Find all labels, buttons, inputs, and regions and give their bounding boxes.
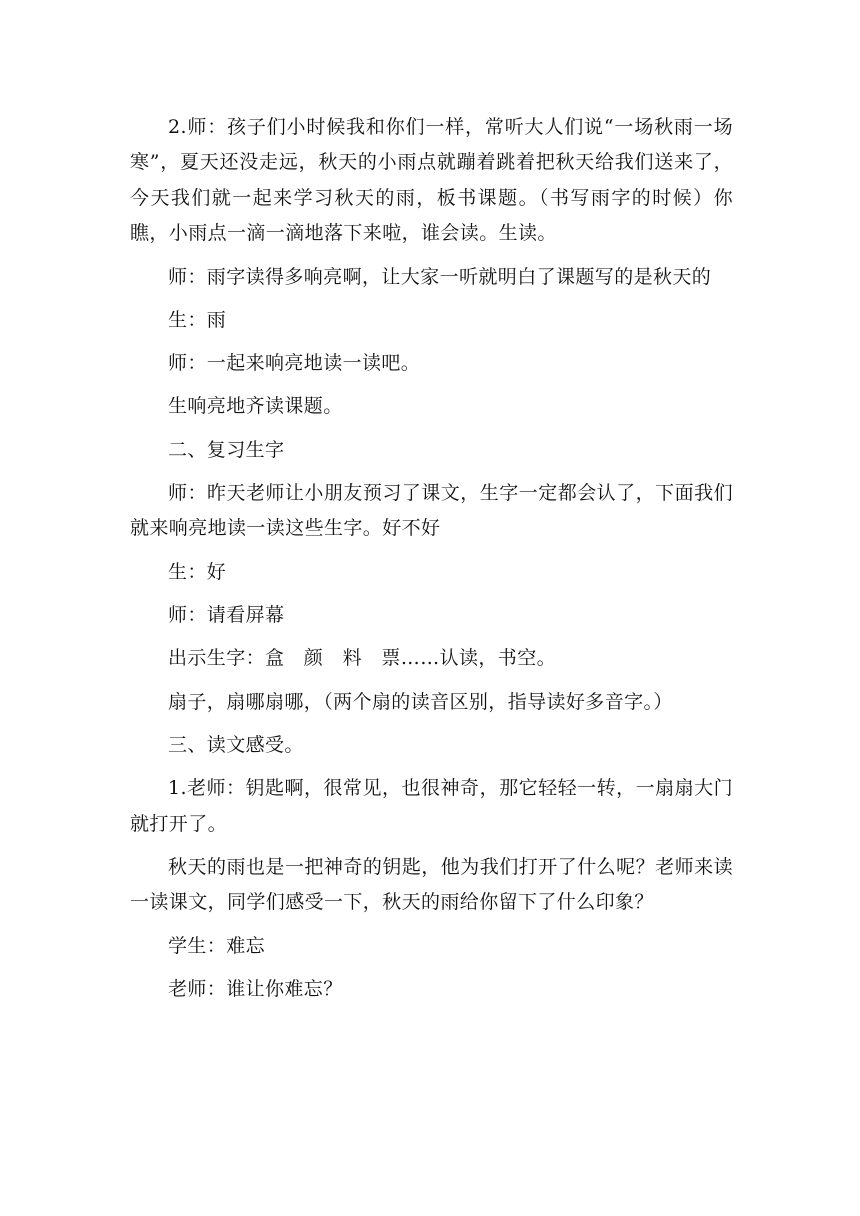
document-body xyxy=(130,110,733,1015)
paragraph-show-characters: 出示生字：盒 颜 料 票……认读，书空。 xyxy=(168,647,557,670)
paragraph-teacher-who: 老师：谁让你难忘？ xyxy=(168,977,343,1000)
paragraph-teacher-rain-word: 师：雨字读得多响亮啊，让大家一听就明白了课题写的是秋天的 xyxy=(168,265,712,288)
paragraph-intro-teacher: 2.师：孩子们小时候我和你们一样，常听大人们说“一场秋雨一场寒”，夏天还没走远，秋天的小雨点就蹦着跳着把秋天给我们送来了，今天我们就一起来学习秋天的雨，板书课题。（书写雨字的时候）你瞧，小雨点一滴一滴地落下来啦，谁会读。生读。 xyxy=(130,116,733,245)
paragraph-student-rain: 生：雨 xyxy=(168,308,227,331)
paragraph-teacher-key: 1.老师：钥匙啊，很常见，也很神奇，那它轻轻一转，一扇扇大门就打开了。 xyxy=(130,777,733,835)
section-heading-review: 二、复习生字 xyxy=(168,438,285,461)
paragraph-students-read-title: 生响亮地齐读课题。 xyxy=(168,395,343,418)
section-heading-reading: 三、读文感受。 xyxy=(168,733,304,756)
paragraph-teacher-preview: 师：昨天老师让小朋友预习了课文，生字一定都会认了，下面我们就来响亮地读一读这些生字。好不好 xyxy=(130,482,733,540)
paragraph-fan-pronunciation: 扇子，扇哪扇哪，（两个扇的读音区别，指导读好多音字。） xyxy=(168,690,673,713)
paragraph-student-unforgettable: 学生：难忘 xyxy=(168,934,266,957)
paragraph-autumn-rain-key: 秋天的雨也是一把神奇的钥匙，他为我们打开了什么呢？老师来读一读课文，同学们感受一下，秋天的雨给你留下了什么印象？ xyxy=(130,855,733,914)
paragraph-teacher-screen: 师：请看屏幕 xyxy=(168,604,285,626)
paragraph-student-ok: 生：好 xyxy=(168,560,227,583)
paragraph-teacher-read-together: 师：一起来响亮地读一读吧。 xyxy=(168,352,421,375)
